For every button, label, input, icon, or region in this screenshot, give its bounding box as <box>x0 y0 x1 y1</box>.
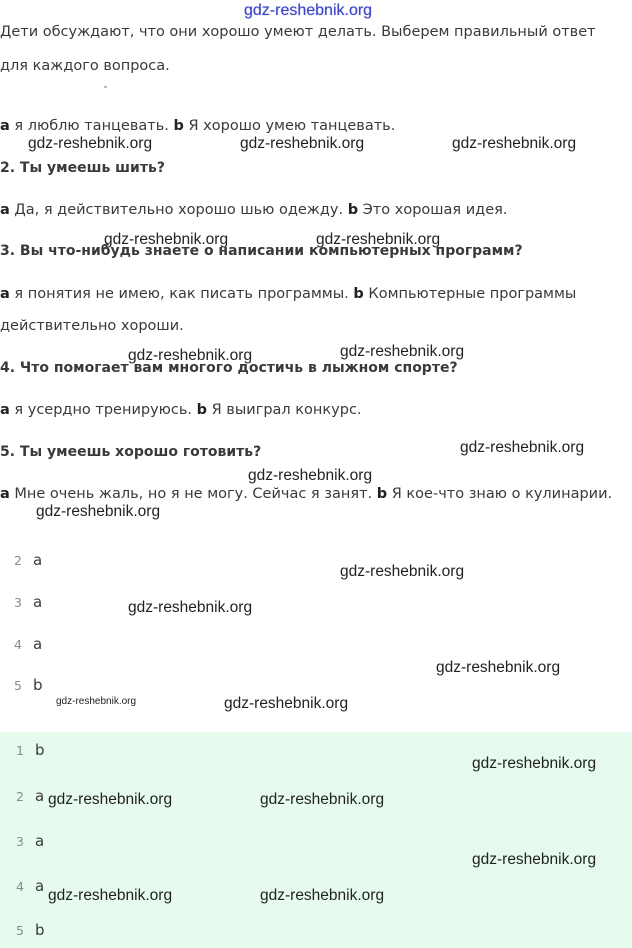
q4-options <box>0 402 362 418</box>
watermark: gdz-reshebnik.org <box>104 231 229 248</box>
watermark: gdz-reshebnik.org <box>436 659 561 676</box>
q2-option-b-label: b <box>347 202 359 218</box>
watermark: gdz-reshebnik.org <box>260 791 385 808</box>
q2-option-a-text: Да, я действительно хорошо шью одежду. <box>9 202 348 218</box>
answer-number: 4 <box>14 637 22 652</box>
answer-number: 2 <box>16 789 24 804</box>
answer-number: 4 <box>16 879 24 894</box>
watermark: gdz-reshebnik.org <box>340 563 465 580</box>
watermark: gdz-reshebnik.org <box>340 343 465 360</box>
watermark: gdz-reshebnik.org <box>48 791 173 808</box>
q5-option-b-text: Я кое-что знаю о кулинарии. <box>387 486 613 502</box>
watermark-small: gdz-reshebnik.org <box>56 696 137 707</box>
q2-options <box>0 202 507 218</box>
q5-option-a-label: a <box>0 486 10 502</box>
q1-options <box>0 118 395 134</box>
watermark: gdz-reshebnik.org <box>128 599 253 616</box>
q5-option-b-label: b <box>376 486 388 502</box>
answer-value: a <box>33 635 43 653</box>
watermark: gdz-reshebnik.org <box>460 439 585 456</box>
answer-value: a <box>33 593 43 611</box>
intro-line-1: Дети обсуждают, что они хорошо умеют делать. Выберем правильный ответ <box>0 24 596 40</box>
q4-option-a-text: я усердно тренируюсь. <box>9 402 197 418</box>
q4-question: 4. Что помогает вам многого достичь в лыжном спорте? <box>0 360 458 376</box>
q1-option-b-label: b <box>173 118 184 134</box>
answer-number: 2 <box>14 553 22 568</box>
watermark: gdz-reshebnik.org <box>240 135 365 152</box>
tick-mark: ˘ <box>103 86 108 97</box>
q2-option-b-text: Это хорошая идея. <box>358 202 508 218</box>
q1-option-a-label: a <box>0 118 10 134</box>
answer-number: 3 <box>16 834 24 849</box>
q4-option-b-text: Я выиграл конкурс. <box>207 402 362 418</box>
answer-number: 5 <box>14 678 22 693</box>
q3-option-a-label: a <box>0 286 10 302</box>
q1-option-a-text: я люблю танцевать. <box>9 118 174 134</box>
answer-number: 1 <box>16 743 24 758</box>
intro-line-2: для каждого вопроса. <box>0 58 170 74</box>
q3-options <box>0 286 576 302</box>
answer-value: b <box>35 921 45 939</box>
q3-option-b-continued: действительно хороши. <box>0 318 184 334</box>
answer-number: 5 <box>16 923 24 938</box>
q3-option-a-text: я понятия не имею, как писать программы. <box>9 286 354 302</box>
watermark: gdz-reshebnik.org <box>452 135 577 152</box>
q2-question: 2. Ты умеешь шить? <box>0 160 165 176</box>
q4-option-a-label: a <box>0 402 10 418</box>
site-watermark-header: gdz-reshebnik.org <box>244 2 373 19</box>
answer-value: a <box>35 877 45 895</box>
answer-value: a <box>35 832 45 850</box>
watermark: gdz-reshebnik.org <box>28 135 153 152</box>
watermark: gdz-reshebnik.org <box>128 347 253 364</box>
watermark: gdz-reshebnik.org <box>248 467 373 484</box>
answer-value: a <box>35 787 45 805</box>
watermark: gdz-reshebnik.org <box>260 887 385 904</box>
watermark: gdz-reshebnik.org <box>316 231 441 248</box>
q1-option-b-text: Я хорошо умею танцевать. <box>183 118 396 134</box>
answer-value: a <box>33 551 43 569</box>
watermark: gdz-reshebnik.org <box>48 887 173 904</box>
watermark: gdz-reshebnik.org <box>472 755 597 772</box>
q5-option-a-text: Мне очень жаль, но я не могу. Сейчас я занят. <box>9 486 377 502</box>
q5-options <box>0 486 612 502</box>
q5-question: 5. Ты умеешь хорошо готовить? <box>0 444 262 460</box>
watermark: gdz-reshebnik.org <box>36 503 161 520</box>
watermark: gdz-reshebnik.org <box>472 851 597 868</box>
answer-number: 3 <box>14 595 22 610</box>
q3-option-b-text: Компьютерные программы <box>363 286 577 302</box>
answer-value: b <box>35 741 45 759</box>
q3-question: 3. Вы что-нибудь знаете о написании компьютерных программ? <box>0 243 523 259</box>
q2-option-a-label: a <box>0 202 10 218</box>
watermark: gdz-reshebnik.org <box>224 695 349 712</box>
answer-value: b <box>33 676 43 694</box>
q3-option-b-label: b <box>353 286 364 302</box>
q4-option-b-label: b <box>196 402 207 418</box>
